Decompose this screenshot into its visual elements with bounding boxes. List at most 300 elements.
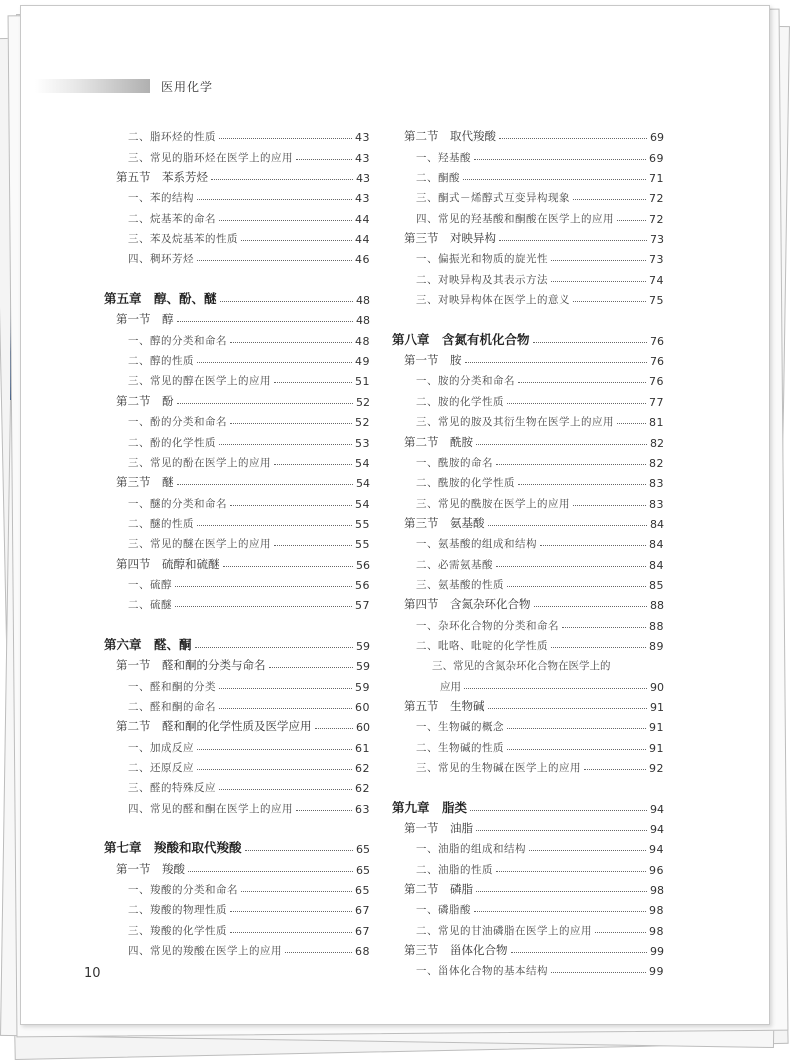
toc-entry-title: 二、对映异构及其表示方法 [416,273,548,286]
toc-entry-title: 一、氨基酸的组成和结构 [416,538,537,551]
toc-item-row[interactable] [392,714,664,734]
toc-item-row[interactable] [392,836,664,856]
toc-page-number: 65 [356,863,370,877]
dot-leader [296,158,352,160]
dot-leader [177,483,354,485]
toc-entry-title: 一、硫醇 [128,578,172,591]
dot-leader [274,381,352,383]
toc-page-number: 52 [355,416,370,430]
dot-leader [540,544,646,546]
toc-entry-title: 一、羧酸的分类和命名 [128,884,238,897]
dot-leader [476,829,647,831]
dot-leader [241,239,352,241]
toc-page-number: 67 [355,924,370,938]
toc-page-number: 73 [650,233,664,247]
toc-entry-title: 二、醇的性质 [128,355,194,368]
dot-leader [197,259,352,261]
toc-page-number: 43 [355,131,370,145]
toc-page-number: 69 [650,131,664,145]
toc-item-row[interactable] [104,877,370,897]
toc-item-row[interactable] [392,612,664,632]
dot-leader [470,809,647,811]
toc-page-number: 88 [650,599,664,613]
dot-leader [551,971,646,973]
toc-section-row[interactable] [104,388,370,408]
dot-leader [219,687,352,689]
toc-page-number: 75 [649,294,664,308]
toc-entry-title: 第四节 含氮杂环化合物 [404,597,531,612]
toc-entry-title: 二、酚的化学性质 [128,436,216,449]
toc-entry-title: 二、生物碱的性质 [416,741,504,754]
dot-leader [518,483,646,485]
toc-entry-title: 三、常见的脂环烃在医学上的应用 [128,151,293,164]
toc-page-number: 62 [355,762,370,775]
dot-leader [219,788,352,790]
toc-chapter-row[interactable] [104,287,370,307]
toc-item-row[interactable] [392,165,664,185]
toc-entry-title: 第六章 醛、酮 [104,636,192,652]
dot-leader [474,158,646,160]
toc-item-row[interactable] [104,348,370,368]
toc-page-number: 44 [355,233,370,247]
toc-entry-title: 四、常见的羧酸在医学上的应用 [128,945,282,958]
dot-leader [230,504,352,506]
dot-leader [296,809,352,811]
dot-leader [219,219,352,221]
toc-entry-title: 三、苯及烷基苯的性质 [128,233,238,246]
toc-section-row[interactable] [392,348,664,368]
toc-page-number: 94 [649,843,664,857]
dot-leader [476,890,647,892]
toc-entry-title: 一、醛和酮的分类 [128,680,216,693]
dot-leader [496,565,646,567]
toc-item-row[interactable] [392,388,664,408]
toc-page-number: 43 [355,192,370,206]
dot-leader [518,381,646,383]
toc-entry-title: 三、常见的含氮杂环化合物在医学上的 [432,660,611,673]
dot-leader [197,748,352,750]
toc-section-row[interactable] [104,714,370,734]
toc-item-row[interactable] [392,633,664,653]
dot-leader [488,524,648,526]
toc-section-row[interactable] [104,470,370,490]
toc-item-row[interactable] [104,755,370,775]
dot-leader [219,707,352,709]
toc-page-number: 52 [356,395,370,409]
toc-entry-title: 第五章 醇、酚、醚 [104,291,217,307]
toc-page-number: 74 [649,273,664,287]
toc-chapter-row[interactable] [392,795,664,815]
toc-item-row[interactable] [392,368,664,388]
toc-entry-title: 二、还原反应 [128,762,194,774]
dot-leader [230,931,352,933]
toc-page-number: 53 [355,436,370,450]
toc-item-row[interactable] [392,450,664,470]
dot-leader [476,443,647,445]
toc-entry-title: 三、羧酸的化学性质 [128,924,227,937]
toc-item-row[interactable] [104,572,370,592]
header-gradient-bar [35,79,150,93]
toc-section-row[interactable] [392,694,664,714]
toc-item-row[interactable] [104,429,370,449]
toc-item-row[interactable] [104,775,370,795]
dot-leader [315,727,354,729]
toc-entry-title: 第一节 醛和酮的分类与命名 [116,658,266,673]
toc-entry-title: 一、磷脂酸 [416,904,471,917]
dot-leader [220,300,353,302]
toc-page-number: 81 [649,416,664,430]
dot-leader [562,626,646,628]
toc-section-row[interactable] [392,124,664,144]
toc-page-number: 76 [650,355,664,369]
toc-page-number: 54 [355,456,370,470]
toc-page-number: 57 [355,599,370,613]
toc-page-number: 68 [355,945,370,959]
dot-leader [551,646,646,648]
toc-entry-title: 一、油脂的组成和结构 [416,843,526,856]
toc-item-row[interactable] [104,368,370,388]
toc-entry-title: 一、羟基酸 [416,151,471,164]
toc-chapter-row[interactable] [104,836,370,856]
toc-item-row[interactable] [104,124,370,144]
toc-page-number: 61 [355,741,370,755]
toc-entry-title: 二、醛和酮的命名 [128,700,216,713]
toc-entry-title: 三、常见的醚在医学上的应用 [128,538,271,551]
toc-item-row[interactable] [104,531,370,551]
toc-item-row[interactable] [104,734,370,754]
toc-chapter-row[interactable] [104,633,370,653]
toc-section-row[interactable] [104,653,370,673]
toc-section-row[interactable] [392,511,664,531]
toc-page-number: 89 [649,639,664,653]
toc-entry-title: 一、苯的结构 [128,192,194,205]
toc-item-row[interactable] [104,409,370,429]
dot-leader [245,849,353,851]
dot-leader [551,280,646,282]
toc-section-row[interactable] [392,592,664,612]
dot-leader [496,870,646,872]
dot-leader [573,300,646,302]
dot-leader [507,727,646,729]
toc-page-number: 60 [356,721,370,735]
toc-page-number: 88 [649,619,664,633]
toc-page-number: 84 [649,558,664,572]
toc-entry-title: 应用 [440,680,461,693]
toc-page-number: 94 [650,802,664,816]
toc-page-number: 54 [356,477,370,491]
dot-leader [617,219,646,221]
dot-leader [573,504,646,506]
dot-leader [241,890,352,892]
toc-item-row[interactable] [392,185,664,205]
dot-leader [465,361,648,363]
dot-leader [534,605,648,607]
toc-gap [392,775,664,795]
toc-entry-title: 第二节 酰胺 [404,434,473,449]
toc-entry-title: 第一节 油脂 [404,821,473,836]
toc-page-number: 55 [355,538,370,552]
dot-leader [285,951,352,953]
toc-item-row[interactable] [392,572,664,592]
toc-item-row[interactable] [392,409,664,429]
toc-page-number: 84 [649,538,664,552]
toc-entry-title: 三、常见的酚在医学上的应用 [128,456,271,469]
toc-entry-title: 一、生物碱的概念 [416,721,504,734]
toc-item-row[interactable] [104,694,370,714]
toc-entry-title: 第五节 苯系芳烃 [116,170,208,185]
toc-gap [104,612,370,632]
dot-leader [219,443,352,445]
toc-page-number: 43 [356,172,370,186]
dot-leader [223,565,354,567]
dot-leader [499,137,647,139]
toc-item-row[interactable] [104,490,370,510]
toc-section-row[interactable] [104,856,370,876]
toc-entry-title: 二、烷基苯的命名 [128,212,216,225]
toc-page-number: 51 [355,375,370,389]
dot-leader [511,951,648,953]
toc-entry-title: 第二节 醛和酮的化学性质及医学应用 [116,719,312,734]
toc-section-row[interactable] [392,938,664,958]
toc-entry-title: 一、醇的分类和命名 [128,334,227,347]
toc-entry-title: 四、常见的羟基酸和酮酸在医学上的应用 [416,212,614,225]
dot-leader [274,463,352,465]
toc-item-row[interactable] [104,795,370,815]
dot-leader [177,402,354,404]
toc-item-row[interactable] [104,897,370,917]
toc-item-row[interactable] [392,917,664,937]
toc-section-row[interactable] [104,551,370,571]
toc-item-row[interactable] [392,897,664,917]
toc-page-number: 48 [355,334,370,348]
toc-item-row[interactable] [104,511,370,531]
dot-leader [488,707,648,709]
toc-item-row[interactable] [104,246,370,266]
toc-page-number: 72 [649,192,664,206]
dot-leader [230,910,352,912]
dot-leader [197,524,352,526]
toc-item-row[interactable] [392,144,664,164]
toc-page-number: 98 [649,924,664,938]
toc-chapter-row[interactable] [392,327,664,347]
toc-item-row[interactable] [104,205,370,225]
toc-item-row[interactable] [104,226,370,246]
toc-page-number: 83 [649,477,664,491]
toc-gap [392,307,664,327]
toc-page-number: 82 [649,456,664,470]
toc-page-number: 83 [649,497,664,511]
toc-item-row[interactable] [392,266,664,286]
toc-item-row[interactable] [392,551,664,571]
toc-item-row[interactable] [392,205,664,225]
toc-section-row[interactable] [104,165,370,185]
toc-page-number: 73 [649,253,664,267]
dot-leader [595,931,646,933]
toc-page-number: 72 [649,212,664,226]
dot-leader [573,198,646,200]
toc-page-number: 94 [650,823,664,837]
toc-page-number: 59 [356,660,370,674]
dot-leader [197,198,352,200]
toc-page-number: 71 [649,172,664,186]
toc-page-number: 44 [355,212,370,226]
toc-page-number: 48 [356,294,370,308]
toc-item-row[interactable] [392,470,664,490]
toc-page-number: 54 [355,497,370,511]
toc-entry-title: 四、稠环芳烃 [128,253,194,266]
dot-leader [195,646,353,648]
toc-left-column [104,124,370,958]
toc-page-number: 82 [650,436,664,450]
toc-item-row[interactable] [104,917,370,937]
toc-page-number: 99 [649,965,664,979]
toc-gap [104,266,370,286]
toc-entry-title: 三、醛的特殊反应 [128,782,216,795]
toc-item-row[interactable] [392,246,664,266]
toc-entry-title: 第三节 对映异构 [404,231,496,246]
toc-entry-title: 二、胺的化学性质 [416,395,504,408]
toc-item-row[interactable] [392,287,664,307]
toc-entry-title: 二、酰胺的化学性质 [416,477,515,490]
toc-item-row[interactable] [104,185,370,205]
toc-entry-title: 第四节 硫醇和硫醚 [116,556,220,571]
toc-page-number: 84 [650,517,664,531]
toc-section-row[interactable] [104,307,370,327]
toc-cont-row[interactable] [392,673,664,693]
toc-item-row[interactable] [392,856,664,876]
toc-item-row[interactable] [104,673,370,693]
dot-leader [529,849,646,851]
toc-section-row[interactable] [392,226,664,246]
toc-page-number: 62 [355,782,370,796]
toc-page-number: 98 [649,904,664,918]
toc-page-number: 69 [649,151,664,165]
toc-entry-title: 四、常见的醛和酮在医学上的应用 [128,802,293,815]
toc-page-number: 77 [649,395,664,409]
toc-item-row[interactable] [104,592,370,612]
toc-page-number: 99 [650,945,664,959]
toc-entry-title: 二、吡咯、吡啶的化学性质 [416,639,548,652]
toc-entry-title: 第七章 羧酸和取代羧酸 [104,840,242,856]
dot-leader [274,544,352,546]
dot-leader [269,666,354,668]
toc-entry-title: 二、脂环烃的性质 [128,131,216,144]
toc-entry-title: 二、羧酸的物理性质 [128,904,227,917]
toc-item-row[interactable] [104,327,370,347]
dot-leader [230,341,352,343]
toc-entry-title: 第三节 醚 [116,475,174,490]
toc-page-number: 48 [356,314,370,328]
dot-leader [533,341,647,343]
toc-entry-title: 二、油脂的性质 [416,863,493,876]
toc-item-row[interactable] [392,531,664,551]
toc-right-column [392,124,664,978]
dot-leader [496,463,646,465]
toc-entry-title: 第二节 磷脂 [404,882,473,897]
toc-page-number: 76 [649,375,664,389]
toc-entry-title: 第二节 取代羧酸 [404,129,496,144]
toc-entry-title: 三、常见的醇在医学上的应用 [128,375,271,388]
toc-entry-title: 第二节 酚 [116,393,174,408]
toc-page-number: 67 [355,904,370,918]
toc-page-number: 46 [355,253,370,267]
dot-leader [463,178,646,180]
toc-entry-title: 三、氨基酸的性质 [416,578,504,591]
toc-entry-title: 第一节 羧酸 [116,861,185,876]
toc-entry-title: 第三节 甾体化合物 [404,943,508,958]
dot-leader [230,422,352,424]
dot-leader [175,605,352,607]
toc-item-row[interactable] [104,450,370,470]
toc-entry-title: 一、胺的分类和命名 [416,375,515,388]
toc-page-number: 91 [649,721,664,735]
toc-page-number: 92 [649,762,664,775]
toc-item-row[interactable] [392,490,664,510]
toc-entry-title: 第三节 氨基酸 [404,515,485,530]
toc-page-number: 49 [355,355,370,369]
dot-leader [507,748,646,750]
toc-page-number: 60 [355,700,370,714]
dot-leader [464,687,647,689]
toc-page-number: 91 [649,741,664,755]
toc-page-number: 65 [356,843,370,857]
dot-leader [617,422,646,424]
toc-section-row[interactable] [392,877,664,897]
dot-leader [507,585,646,587]
toc-item-row[interactable] [392,755,664,775]
toc-page-number: 65 [355,884,370,898]
toc-entry-title: 一、甾体化合物的基本结构 [416,965,548,978]
dot-leader [219,137,352,139]
toc-page-number: 43 [355,151,370,165]
toc-page-number: 63 [355,802,370,816]
toc-entry-title: 一、偏振光和物质的旋光性 [416,253,548,266]
toc-page-number: 55 [355,517,370,531]
toc-entry-title: 三、常见的胺及其衍生物在医学上的应用 [416,416,614,429]
toc-page-number: 98 [650,884,664,898]
toc-item-row[interactable] [104,938,370,958]
toc-page-number: 91 [650,700,664,714]
toc-entry-title: 三、酮式－烯醇式互变异构现象 [416,192,570,205]
toc-entry-title: 二、必需氨基酸 [416,558,493,571]
toc-entry-title: 二、醚的性质 [128,517,194,530]
dot-leader [474,910,646,912]
dot-leader [188,870,353,872]
dot-leader [211,178,353,180]
dot-leader [197,768,352,770]
dot-leader [197,361,352,363]
toc-entry-title: 一、加成反应 [128,741,194,754]
toc-entry-title: 第九章 脂类 [392,799,468,815]
toc-entry-title: 一、酰胺的命名 [416,456,493,469]
toc-entry-title: 一、醚的分类和命名 [128,497,227,510]
toc-item2-row[interactable] [392,653,664,673]
toc-entry-title: 三、对映异构体在医学上的意义 [416,294,570,307]
toc-entry-title: 一、杂环化合物的分类和命名 [416,619,559,632]
toc-section-row[interactable] [392,429,664,449]
toc-item-row[interactable] [392,958,664,978]
toc-section-row[interactable] [392,816,664,836]
toc-entry-title: 一、酚的分类和命名 [128,416,227,429]
toc-item-row[interactable] [392,734,664,754]
running-header-title: 医用化学 [161,80,214,94]
toc-entry-title: 二、常见的甘油磷脂在医学上的应用 [416,924,592,937]
toc-entry-title: 第一节 胺 [404,353,462,368]
toc-page-number: 59 [356,639,370,653]
page-number: 10 [84,966,101,981]
toc-entry-title: 第八章 含氮有机化合物 [392,331,530,347]
toc-item-row[interactable] [104,144,370,164]
